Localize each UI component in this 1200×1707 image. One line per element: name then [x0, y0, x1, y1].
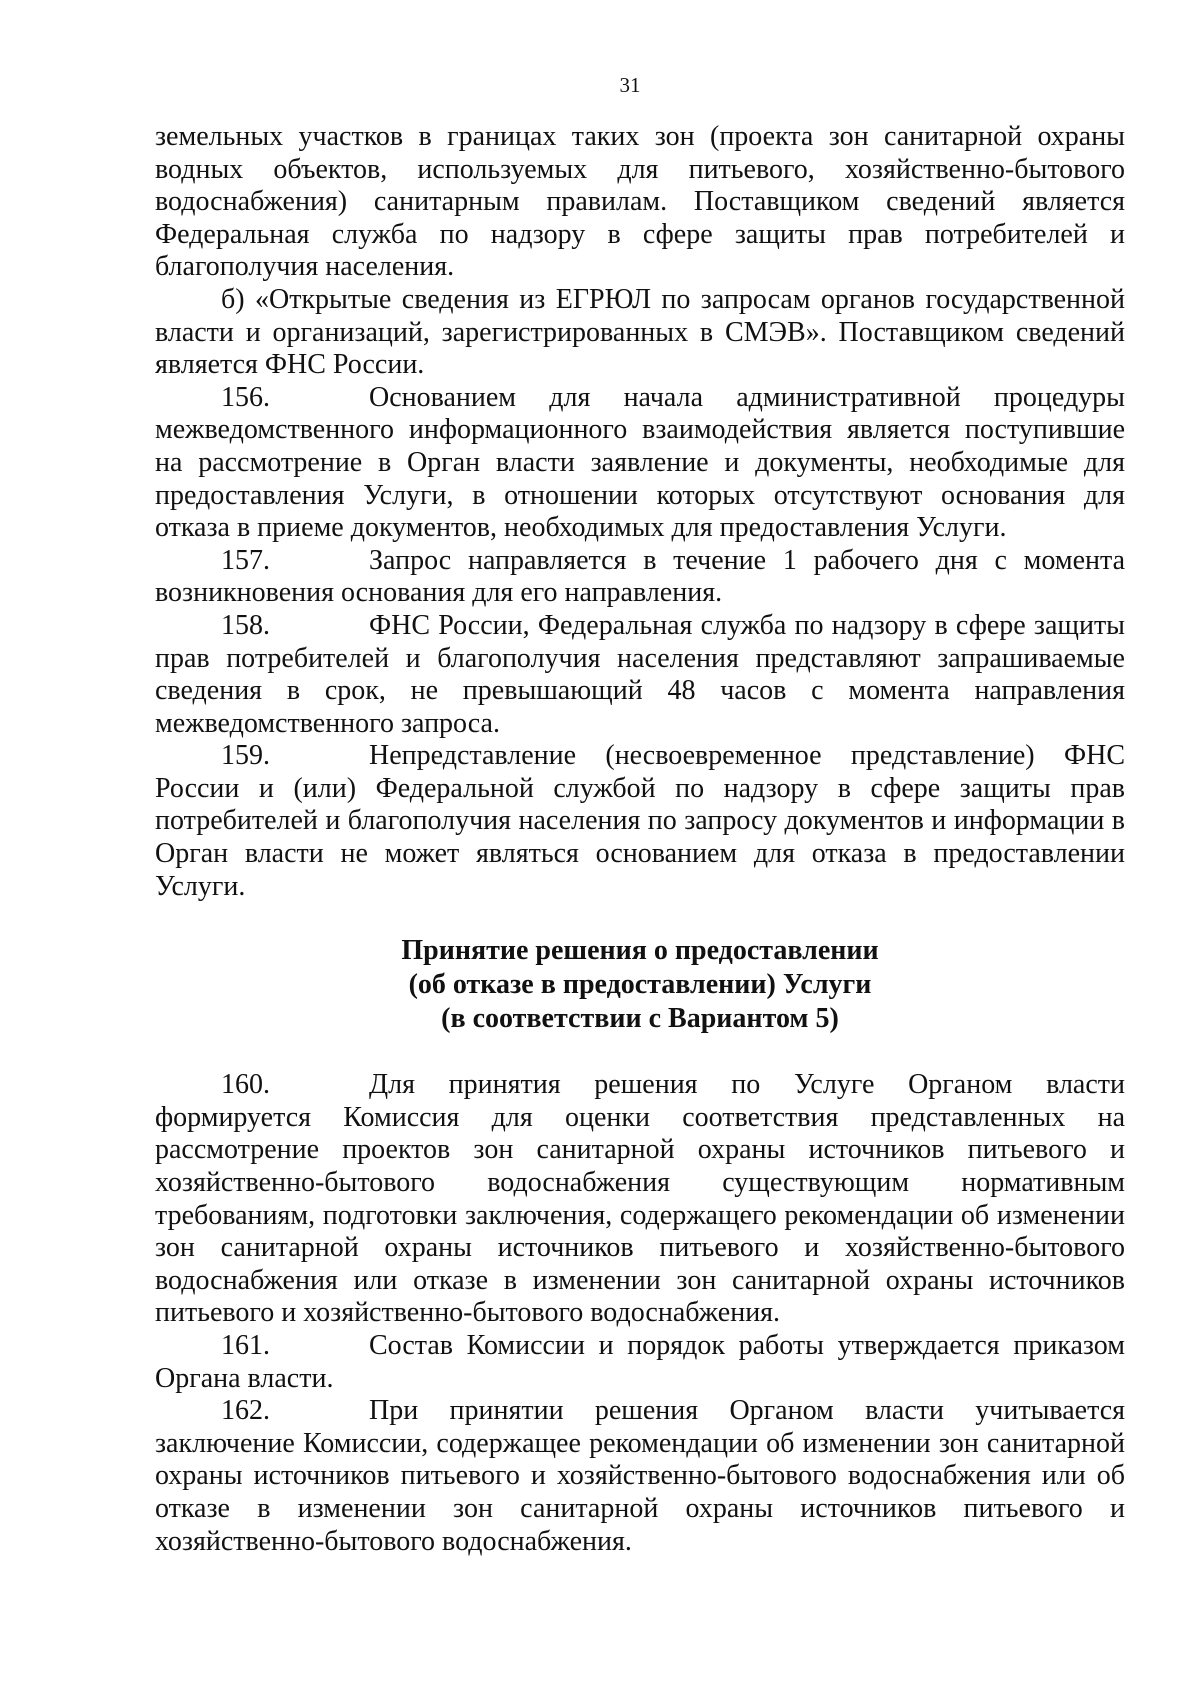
page-number: 31 [619, 73, 641, 97]
paragraph-continuation [155, 121, 1125, 284]
paragraph-number: 157. [221, 544, 270, 576]
paragraph-162 [155, 1395, 1125, 1558]
paragraph-159 [155, 740, 1125, 903]
paragraph-number: 156. [221, 381, 270, 413]
paragraph-number: 158. [221, 609, 270, 641]
paragraph-number: 160. [221, 1069, 270, 1101]
paragraph-text: Состав Комиссии и порядок работы утверждается приказом Органа власти. [155, 1330, 1125, 1394]
paragraph-text: Запрос направляется в течение 1 рабочего дня с момента возникновения основания для его направления. [155, 544, 1125, 609]
paragraph-text: земельных участков в границах таких зон (проекта зон санитарной охраны водных объектов, используемых для питьевого, хозяйственно-бытового водоснабжения) санитарным правилам. Поставщиком сведений является Федеральная служба по надзору в сфере защиты прав потребителей и благополучия населения. [155, 121, 1125, 283]
paragraph-160 [155, 1069, 1125, 1330]
paragraph-158 [155, 610, 1125, 740]
document-body [155, 121, 1125, 1558]
section-heading [155, 934, 1125, 1036]
section-heading-line-2: (об отказе в предоставлении) Услуги [408, 969, 872, 1001]
paragraph-text: Основанием для начала административной процедуры межведомственного информационного взаимодействия является поступившие на рассмотрение в Орган власти заявление и документы, необходимые для предоставления Услуги, в отношении которых отсутствуют основания для отказа в приеме документов, необходимых для предоставления Услуги. [155, 381, 1125, 544]
section-heading-line-1: Принятие решения о предоставлении [401, 935, 879, 967]
paragraph-text: б) «Открытые сведения из ЕГРЮЛ по запросам органов государственной власти и организаций, зарегистрированных в СМЭВ». Поставщиком сведений является ФНС России. [155, 283, 1125, 381]
paragraph-text: Для принятия решения по Услуге Органом власти формируется Комиссия для оценки соответствия представленных на рассмотрение проектов зон санитарной охраны источников питьевого и хозяйственно-бытового водоснабжения существующим нормативным требованиям, подготовки заключения, содержащего рекомендации об изменении зон санитарной охраны источников питьевого и хозяйственно-бытового водоснабжения или отказе в изменении зон санитарной охраны источников питьевого и хозяйственно-бытового водоснабжения. [155, 1069, 1125, 1329]
paragraph-text: При принятии решения Органом власти учитывается заключение Комиссии, содержащее рекомендации об изменении зон санитарной охраны источников питьевого и хозяйственно-бытового водоснабжения или об отказе в изменении зон санитарной охраны источников питьевого и хозяйственно-бытового водоснабжения. [155, 1395, 1125, 1557]
section-heading-line-3: (в соответствии с Вариантом 5) [441, 1003, 839, 1035]
paragraph-b [155, 284, 1125, 382]
paragraph-number: 159. [221, 740, 270, 772]
paragraph-text: ФНС России, Федеральная служба по надзору в сфере защиты прав потребителей и благополучия населения представляют запрашиваемые сведения в срок, не превышающий 48 часов с момента направления межведомственного запроса. [155, 609, 1125, 739]
paragraph-161 [155, 1330, 1125, 1395]
paragraph-157 [155, 545, 1125, 610]
paragraph-number: 161. [221, 1330, 270, 1361]
paragraph-number: 162. [221, 1395, 270, 1427]
paragraph-156 [155, 382, 1125, 545]
paragraph-text: Непредставление (несвоевременное представление) ФНС России и (или) Федеральной службой по надзору в сфере защиты прав потребителей и благополучия населения по запросу документов и информации в Орган власти не может являться основанием для отказа в предоставлении Услуги. [155, 740, 1125, 902]
